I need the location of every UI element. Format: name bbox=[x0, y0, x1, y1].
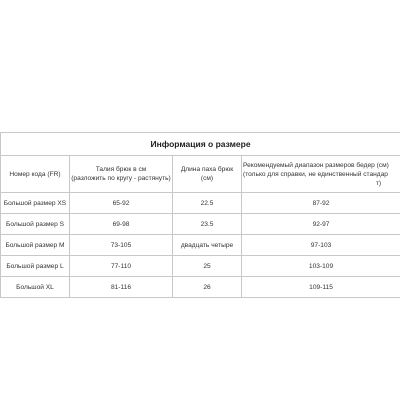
cell-inseam: 22.5 bbox=[173, 193, 242, 214]
header-hip-line1: Рекомендуемый диапазон размеров бедер (см) bbox=[243, 161, 389, 169]
header-hip bbox=[242, 156, 400, 193]
cell-hip: 103-109 bbox=[242, 256, 400, 277]
cell-waist: 77-110 bbox=[70, 256, 173, 277]
cell-inseam: двадцать четыре bbox=[173, 235, 242, 256]
table-row bbox=[1, 235, 400, 256]
cell-inseam: 26 bbox=[173, 277, 242, 298]
size-info-table bbox=[0, 132, 400, 298]
cell-waist: 73-105 bbox=[70, 235, 173, 256]
cell-waist: 65-92 bbox=[70, 193, 173, 214]
cell-hip: 97-103 bbox=[242, 235, 400, 256]
header-code: Номер кода (FR) bbox=[1, 156, 70, 193]
cell-code: Большой размер L bbox=[1, 256, 70, 277]
header-waist-line1: Талия брюк в см bbox=[95, 166, 147, 173]
table-row bbox=[1, 214, 400, 235]
cell-hip: 92-97 bbox=[242, 214, 400, 235]
cell-waist: 81-116 bbox=[70, 277, 173, 298]
table-row bbox=[1, 277, 400, 298]
cell-hip: 87-92 bbox=[242, 193, 400, 214]
cell-code: Большой XL bbox=[1, 277, 70, 298]
cell-code: Большой размер XS bbox=[1, 193, 70, 214]
table-title: Информация о размере bbox=[1, 133, 400, 156]
header-waist bbox=[70, 156, 173, 193]
table-row bbox=[1, 256, 400, 277]
header-waist-line2: (разложить по кругу - растянуть) bbox=[71, 175, 171, 182]
cell-code: Большой размер M bbox=[1, 235, 70, 256]
table-row bbox=[1, 193, 400, 214]
cell-inseam: 23.5 bbox=[173, 214, 242, 235]
table-title-row bbox=[1, 133, 400, 156]
cell-inseam: 25 bbox=[173, 256, 242, 277]
table-header-row bbox=[1, 156, 400, 193]
cell-waist: 69-98 bbox=[70, 214, 173, 235]
header-inseam: Длина паха брюк (см) bbox=[173, 156, 242, 193]
cell-hip: 109-115 bbox=[242, 277, 400, 298]
header-hip-line2: (только для справки, не единственный стандар bbox=[243, 170, 388, 178]
cell-code: Большой размер S bbox=[1, 214, 70, 235]
header-hip-line3: т) bbox=[375, 179, 382, 187]
